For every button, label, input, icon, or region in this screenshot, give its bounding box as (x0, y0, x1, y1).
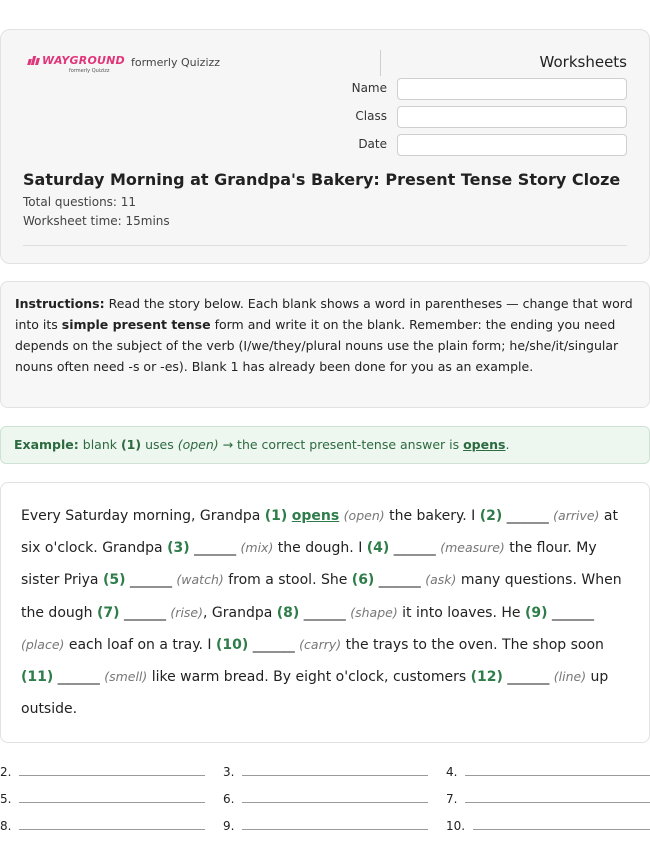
answer-number: 6. (223, 792, 235, 806)
total-questions: Total questions: 11 (23, 195, 137, 209)
example-answer: opens (463, 437, 506, 452)
verb-hint: (smell) (104, 669, 148, 685)
answer-underline (465, 802, 650, 803)
blank-number: (3) (167, 540, 190, 557)
story-text: at six o'clock. Grandpa (21, 508, 618, 557)
answer-blank: ______ (194, 540, 237, 557)
header-bottom-divider (23, 245, 627, 246)
blank-number: (7) (96, 604, 120, 621)
blank-number: (2) (479, 508, 503, 524)
answer-line-5[interactable] (0, 792, 205, 806)
story-text: Every Saturday morning, Grandpa (21, 508, 265, 524)
example-text: uses (141, 437, 178, 452)
verb-hint: (rise) (170, 604, 203, 620)
answer-blank: ______ (303, 604, 346, 621)
verb-hint: (line) (553, 669, 587, 685)
answer-line-8[interactable] (0, 819, 205, 833)
example-text: . (505, 437, 510, 452)
instructions-panel (0, 281, 650, 408)
answer-blank: ______ (506, 508, 549, 524)
instructions-label: Instructions: (15, 296, 105, 311)
story-text: , Grandpa (203, 604, 277, 621)
answer-number: 2. (0, 765, 12, 779)
verb-hint: (open) (343, 508, 385, 523)
story-text: many questions. When the dough (21, 572, 622, 621)
answer-blank: ______ (551, 604, 594, 621)
example-text: blank (78, 437, 121, 452)
name-label: Name (351, 81, 387, 95)
answer-number: 9. (223, 819, 235, 833)
verb-hint: (ask) (425, 572, 457, 588)
answer-number: 7. (446, 792, 458, 806)
answer-line-3[interactable] (223, 765, 428, 779)
worksheets-title: Worksheets (539, 53, 627, 71)
example-text: → the correct present-tense answer is (218, 437, 464, 452)
story-text: up outside. (21, 669, 609, 718)
instructions-text-2: form and write it on the blank. Remember: the ending you need depends on the subject of the verb (I/we/they/plural nouns use the plain form; he/she/it/singular nouns often need -s or -es). Blank 1 has already been done for you as an example. (15, 317, 619, 374)
answer-line-2[interactable] (0, 765, 205, 779)
logo-mark-icon (28, 56, 39, 65)
worksheet-time: Worksheet time: 15mins (23, 214, 170, 228)
answer-line-10[interactable] (446, 819, 650, 833)
answer-underline (19, 802, 205, 803)
blank-number: (11) (21, 669, 54, 686)
answer-line-4[interactable] (446, 765, 650, 779)
class-field[interactable] (397, 106, 627, 128)
blank-number: (10) (215, 636, 249, 653)
blank-number: (1) (264, 508, 288, 524)
example-hint: (open) (177, 437, 219, 452)
class-label: Class (355, 109, 387, 123)
wayground-logo (28, 54, 125, 74)
example-label: Example: (14, 437, 79, 452)
verb-hint: (mix) (240, 540, 274, 556)
answer-underline (19, 775, 205, 776)
blank-number: (6) (351, 572, 375, 589)
verb-hint: (place) (21, 636, 65, 652)
blank-number: (12) (470, 669, 503, 686)
answer-blank: ______ (252, 636, 295, 653)
answer-number: 10. (446, 819, 466, 833)
given-answer: opens (291, 508, 340, 524)
story-text: the dough. I (273, 540, 367, 557)
story-text: like warm bread. By eight o'clock, customers (147, 669, 471, 686)
answer-underline (473, 829, 650, 830)
answer-underline (19, 829, 205, 830)
answer-line-7[interactable] (446, 792, 650, 806)
example-blank-number: (1) (120, 437, 142, 452)
verb-hint: (carry) (299, 636, 342, 652)
answer-blank: ______ (378, 572, 421, 589)
name-field[interactable] (397, 78, 627, 100)
story-text: from a stool. She (223, 572, 352, 589)
answer-underline (242, 802, 428, 803)
logo-wordmark: WAYGROUND (42, 54, 125, 67)
answer-underline (242, 775, 428, 776)
answer-number: 4. (446, 765, 458, 779)
verb-hint: (watch) (176, 572, 224, 588)
blank-number: (4) (366, 540, 390, 557)
example-panel (0, 426, 650, 464)
verb-hint: (shape) (350, 604, 398, 620)
answer-blank: ______ (129, 572, 172, 589)
answer-blank: ______ (57, 669, 100, 686)
story-text: the trays to the oven. The shop soon (341, 636, 604, 653)
instructions-emphasis: simple present tense (61, 317, 211, 332)
answer-line-9[interactable] (223, 819, 428, 833)
story-text: each loaf on a tray. I (64, 636, 216, 653)
answer-blank: ______ (123, 604, 166, 621)
date-label: Date (358, 137, 387, 151)
answer-number: 3. (223, 765, 235, 779)
worksheet-title: Saturday Morning at Grandpa's Bakery: Present Tense Story Cloze (23, 170, 621, 189)
story-passage (0, 482, 650, 743)
logo-subtitle: formerly Quizizz (69, 68, 110, 74)
story-text: the bakery. I (384, 508, 480, 524)
blank-number: (9) (524, 604, 548, 621)
blank-number: (5) (102, 572, 126, 589)
answer-number: 8. (0, 819, 12, 833)
story-text: the flour. My sister Priya (21, 540, 597, 589)
date-field[interactable] (397, 134, 627, 156)
answer-blank: ______ (507, 669, 550, 686)
formerly-label: formerly Quizizz (131, 56, 221, 69)
instructions-text-1: Read the story below. Each blank shows a word in parentheses — change that word into its (15, 296, 633, 332)
answer-line-6[interactable] (223, 792, 428, 806)
verb-hint: (measure) (440, 540, 505, 556)
answer-underline (242, 829, 428, 830)
verb-hint: (arrive) (553, 508, 600, 523)
answer-number: 5. (0, 792, 12, 806)
blank-number: (8) (276, 604, 300, 621)
answer-blank: ______ (393, 540, 436, 557)
header-divider (380, 50, 381, 76)
answer-underline (465, 775, 650, 776)
story-text: it into loaves. He (397, 604, 525, 621)
